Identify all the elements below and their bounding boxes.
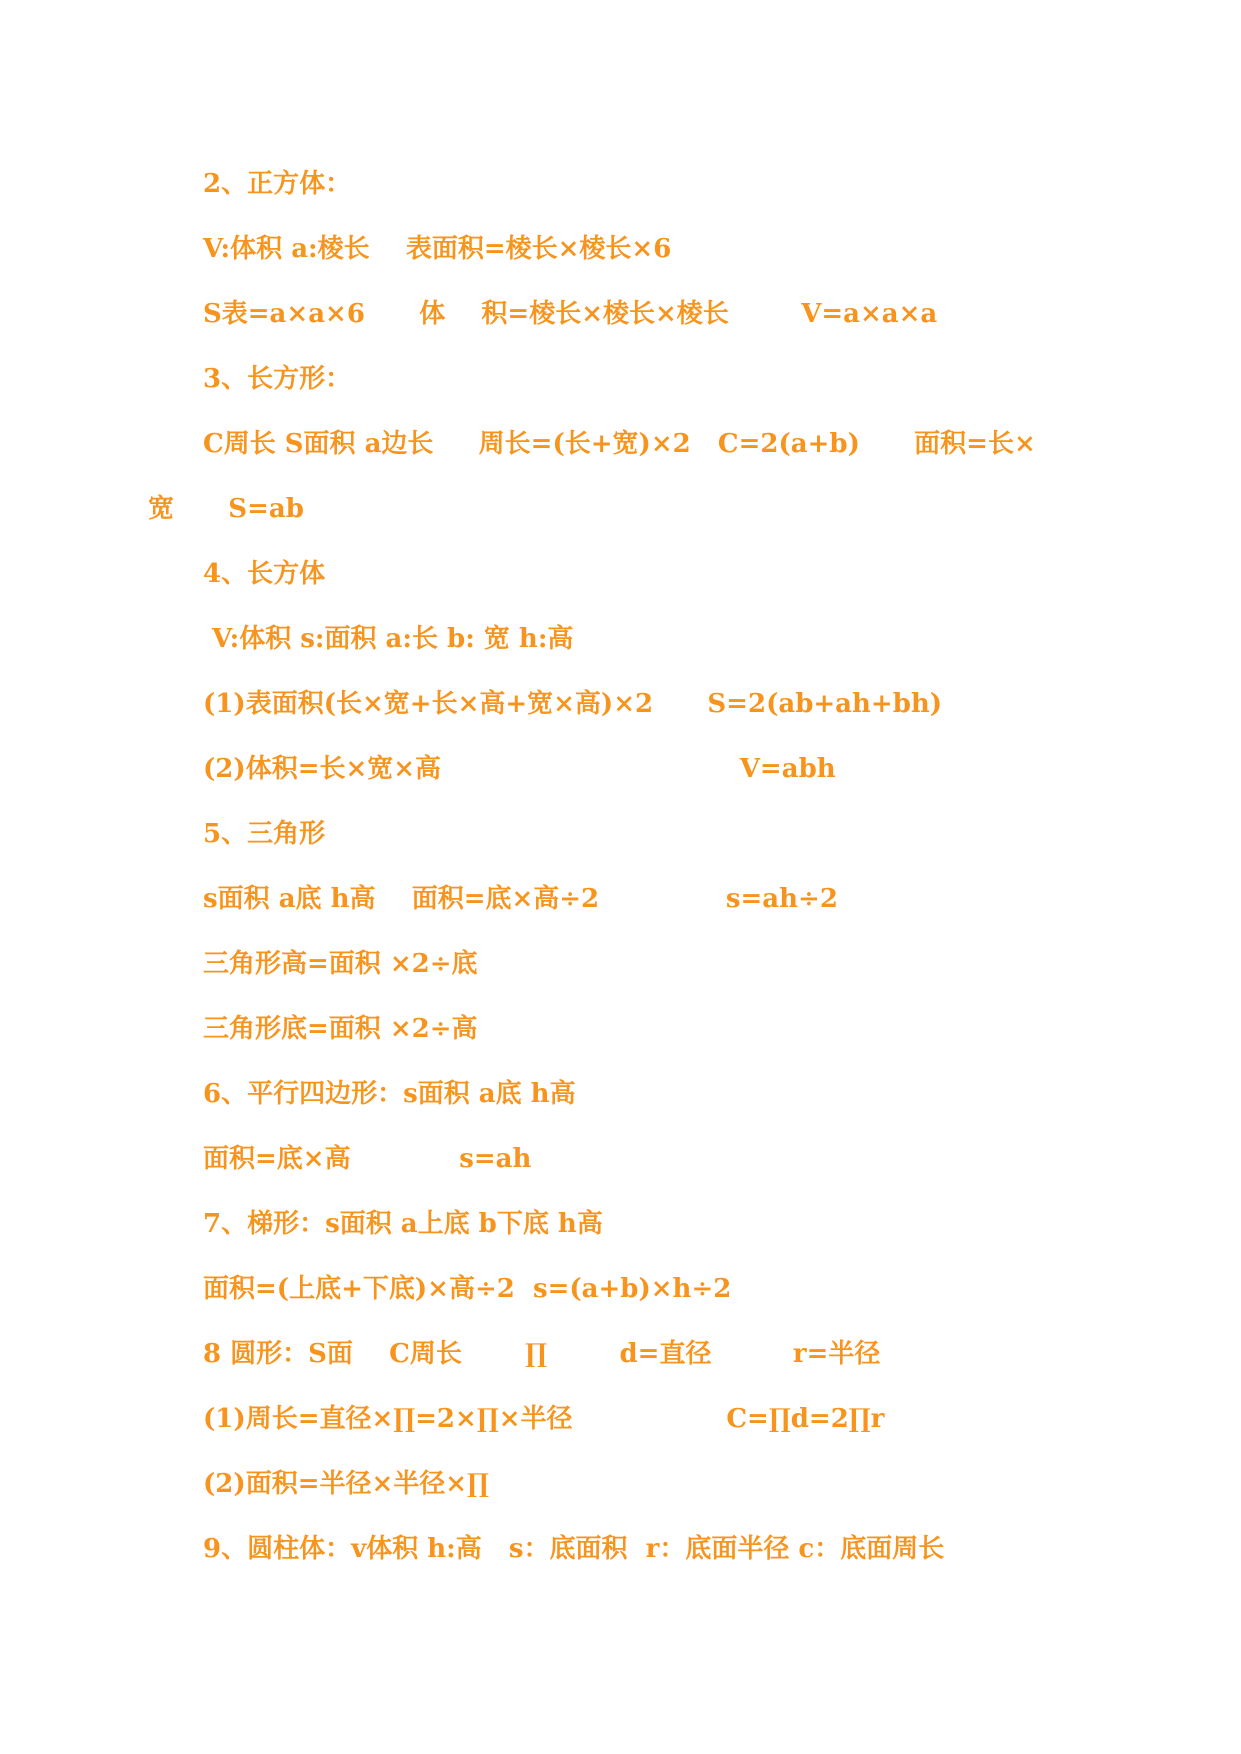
heading-rectangle: 3、长方形： <box>203 364 352 394</box>
triangle-base: 三角形底=面积 ×2÷高 <box>203 1014 478 1044</box>
trapezoid-area: 面积=(上底+下底)×高÷2 s=(a+b)×h÷2 <box>203 1274 732 1304</box>
heading-cuboid: 4、长方体 <box>203 559 326 589</box>
circle-area: (2)面积=半径×半径×∏ <box>203 1469 489 1499</box>
heading-trapezoid: 7、梯形：s面积 a上底 b下底 h高 <box>203 1209 603 1239</box>
circle-circumference: (1)周长=直径×∏=2×∏×半径 C=∏d=2∏r <box>203 1404 885 1434</box>
rectangle-perimeter-area: C周长 S面积 a边长 周长=(长+宽)×2 C=2(a+b) 面积=长× <box>203 429 1036 459</box>
heading-cube: 2、正方体： <box>203 169 352 199</box>
triangle-area: s面积 a底 h高 面积=底×高÷2 s=ah÷2 <box>203 884 838 914</box>
cube-variables-surface-area: V:体积 a:棱长 表面积=棱长×棱长×6 <box>203 234 672 264</box>
heading-circle: 8 圆形：S面 C周长 ∏ d=直径 r=半径 <box>203 1339 881 1369</box>
cuboid-volume: (2)体积=长×宽×高 V=abh <box>203 754 836 784</box>
triangle-height: 三角形高=面积 ×2÷底 <box>203 949 478 979</box>
rectangle-area-continuation: 宽 S=ab <box>148 494 304 524</box>
heading-cylinder: 9、圆柱体：v体积 h:高 s：底面积 r：底面半径 c：底面周长 <box>203 1534 945 1564</box>
cuboid-surface-area: (1)表面积(长×宽+长×高+宽×高)×2 S=2(ab+ah+bh) <box>203 689 943 719</box>
cuboid-variables: V:体积 s:面积 a:长 b: 宽 h:高 <box>203 624 574 654</box>
heading-triangle: 5、三角形 <box>203 819 326 849</box>
cube-formulas-volume: S表=a×a×6 体 积=棱长×棱长×棱长 V=a×a×a <box>203 299 938 329</box>
parallelogram-area: 面积=底×高 s=ah <box>203 1144 532 1174</box>
heading-parallelogram: 6、平行四边形：s面积 a底 h高 <box>203 1079 576 1109</box>
